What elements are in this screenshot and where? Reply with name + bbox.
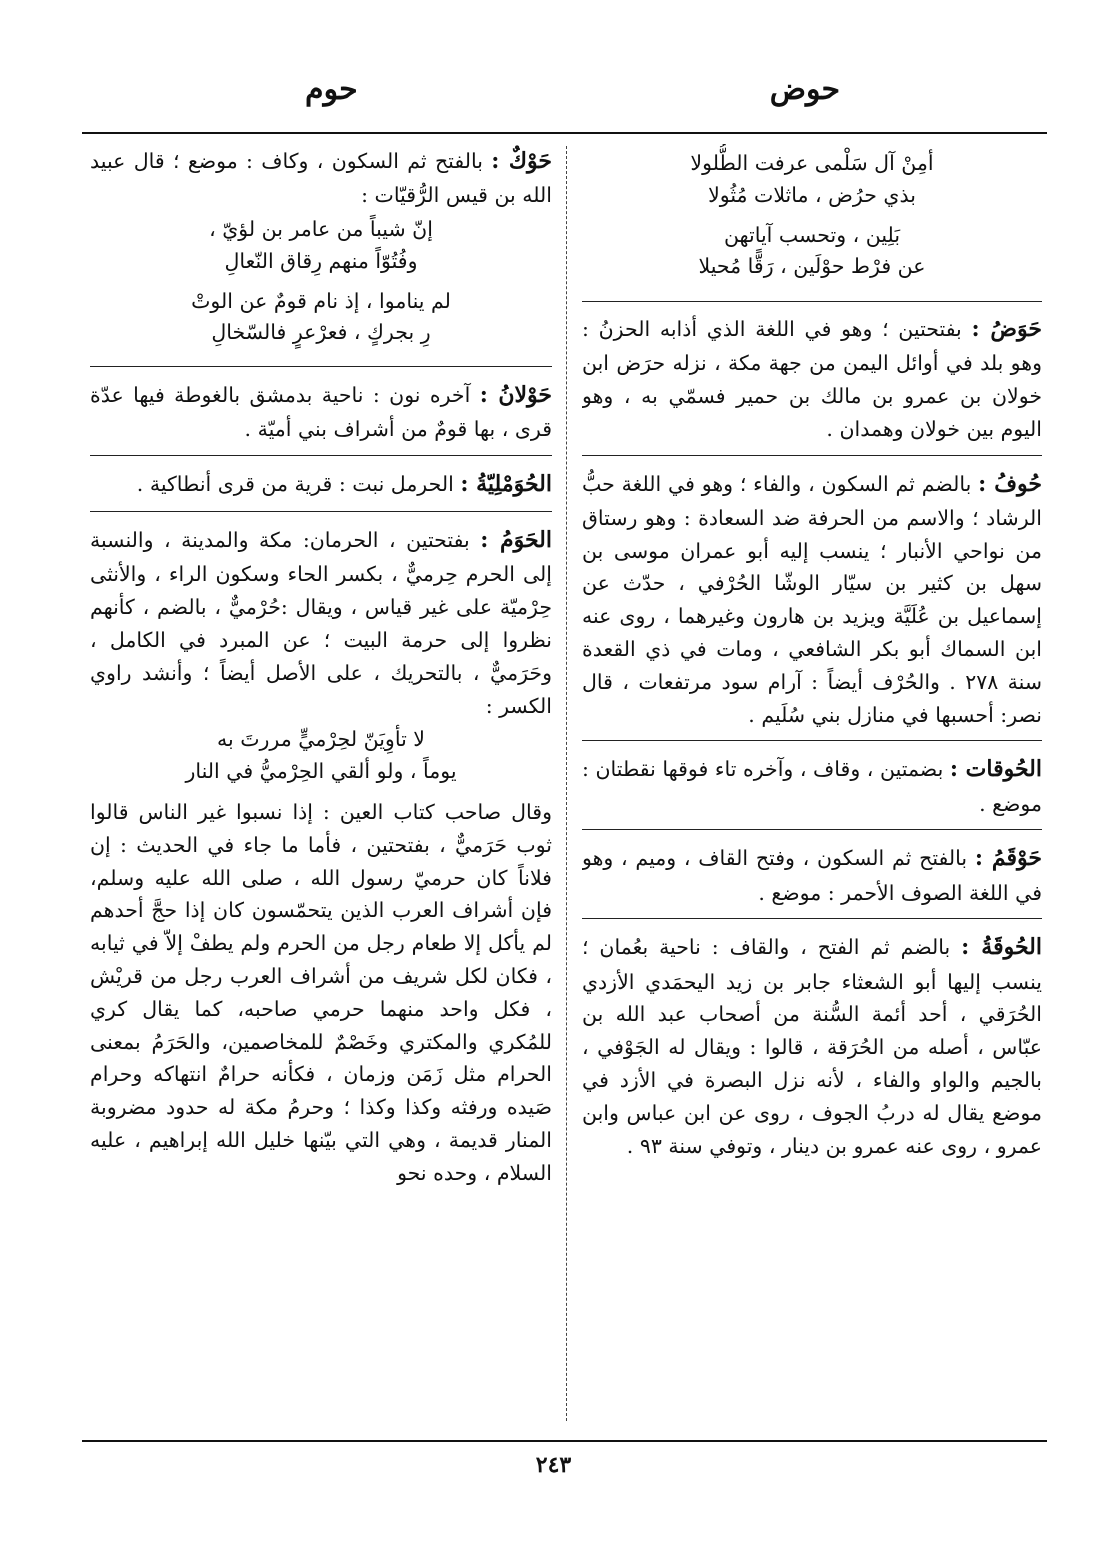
- entry-text: بالفتح ثم السكون ، وكاف : موضع ؛ قال عبيد الله بن قيس الرُّقيّات :: [90, 149, 552, 208]
- verse-line: بذي حرُض ، ماثلات مُثُولا: [708, 182, 916, 207]
- entry-text: بالفتح ثم السكون ، وفتح القاف ، وميم ، وهو في اللغة الصوف الأحمر : موضع .: [582, 846, 1042, 905]
- verse-block: [90, 286, 552, 350]
- column-divider: [566, 146, 567, 1421]
- verse-line: رِ بجركٍ ، فعرْعرٍ فالسّخالِ: [211, 320, 431, 345]
- entry-headword: حُوفُ :: [978, 470, 1042, 497]
- entry-text: الحرمل نبت : قرية من قرى أنطاكية .: [136, 472, 454, 497]
- verse-line: بَلِين ، وتحسب آياتهن: [723, 222, 901, 247]
- entry-headword: حَوْلانُ :: [479, 382, 552, 409]
- entry-text: بفتحتين ؛ وهو في اللغة الذي أذابه الحزنُ : وهو بلد في أوائل اليمن من جهة مكة ، نزله حرَض ابن خولان بن عمرو بن مالك بن حمير فسمّي به ، وهو اليوم بين خولان وهمدان .: [582, 317, 1042, 441]
- verse-line: إنّ شيباً من عامر بن لؤيّ ،: [209, 216, 433, 241]
- entry-headword: الحُوقات :: [949, 756, 1042, 783]
- entry-text: آخره نون : ناحية بدمشق بالغوطة فيها عدّة قرى ، بها قومٌ من أشراف بني أميّة .: [90, 383, 552, 442]
- verse-line: عن فرْط حوْلَين ، رَقًّا مُحيلا: [698, 254, 926, 279]
- entry-huqat: [582, 752, 1042, 830]
- entry-hawam: [90, 523, 552, 1198]
- verse-block: [582, 148, 1042, 302]
- verse-block: [90, 724, 552, 788]
- page-header: [90, 72, 1040, 122]
- entry-headword: الحُوقَةُ :: [961, 934, 1042, 961]
- left-column: [90, 144, 552, 1434]
- verse-line: أمِنْ آل سَلْمى عرفت الطُّلولا: [690, 151, 934, 175]
- entry-text: بالضم ثم السكون ، والفاء ؛ وهو في اللغة حبُّ الرشاد ؛ والاسم من الحرفة ضد السعادة : وهو رستاق من نواحي الأنبار ؛ ينسب إليه أبو عمران موسى بن سهل بن كثير بن سيّار الوشّا الحُرْفي ، حدّث عن إسماعيل بن عُلَيَّة ويزيد بن هارون وغيرهما ، روى عنه ابن السماك أبو بكر الشافعي ، ومات في ذي القعدة سنة ٢٧٨ . والحُرْف أيضاً : آرام سود مرتفعات ، قال نصر: أحسبها في منازل بني سُلَيم .: [582, 471, 1042, 727]
- entry-hawlan: [90, 378, 552, 456]
- verse-line: لم يناموا ، إذ نام قومٌ عن الوتْ: [191, 288, 451, 313]
- entry-huf: [582, 467, 1042, 742]
- verse-line: وفُتُوّاً منهم رِقاق النّعالِ: [224, 248, 418, 273]
- entry-headword: حَوْكٌ :: [491, 148, 552, 174]
- entry-headword: حَوْقَمُ :: [974, 845, 1042, 872]
- entry-headword: الحُوَمْلِيّةُ :: [460, 471, 552, 498]
- header-rule: [82, 132, 1047, 134]
- entry-hawk: [90, 144, 552, 367]
- entry-headword: الحَوَمُ :: [480, 527, 552, 554]
- verse-line: لا تأوِيَنّ لحِرْميٍّ مررتَ به: [217, 727, 425, 752]
- entry-headword: حَوَضُ :: [971, 316, 1042, 343]
- right-column: [582, 144, 1042, 1434]
- entry-huqa: [582, 930, 1042, 1171]
- entry-hawqam: [582, 841, 1042, 919]
- entry-hawmaliyya: [90, 467, 552, 512]
- running-head-left: حوم: [305, 72, 358, 107]
- verse-line: يوماً ، ولو ألقي الحِرْميُّ في النار: [185, 759, 457, 784]
- verse-block: [90, 214, 552, 278]
- entry-text: بفتحتين ، الحرمان: مكة والمدينة ، والنسبة إلى الحرم حِرميٌّ ، بكسر الحاء وسكون الراء ، والأنثى حِرْميّة على غير قياس ، ويقال :حُرْميٌّ ، بالضم ، كأنهم نظروا إلى حرمة البيت ؛ عن المبرد في الكامل ، وحَرَميٌّ ، بالتحريك ، على الأصل أيضاً ؛ وأنشد راوي الكسر :: [90, 528, 552, 718]
- entry-hawad: [582, 312, 1042, 456]
- entry-continuation: وقال صاحب كتاب العين : إذا نسبوا غير الناس قالوا ثوب حَرَميٌّ ، بفتحتين ، فأما ما جاء في الحديث : إن فلاناً كان حرميّ رسول الله ، صلى الله عليه وسلم، فإن أشراف العرب الذين يتحمّسون كان إذا حجَّ أحدهم لم يأكل إلا طعام رجل من الحرم ولم يطفْ إلاّ في ثيابه ، فكان لكل شريف من أشراف العرب رجل من قريْش ، فكل واحد منهما حرمي صاحبه، كما يقال كري للمُكري والمكتري وخَصْمٌ للمخاصمين، والحَرَمُ بمعنى الحرام مثل زَمَن وزمان ، فكأنه حرامٌ انتهاكه وحرام صَيده ورفثه وكذا وكذا ؛ وحرمُ مكة له حدود مضروبة المنار قديمة ، وهي التي بيّنها خليل الله إبراهيم ، عليه السلام ، وحده نحو: [90, 799, 552, 1185]
- page-number: ٢٤٣: [535, 1452, 572, 1478]
- footer-rule: [82, 1440, 1047, 1442]
- running-head-right: حوض: [769, 72, 840, 107]
- entry-text: بالضم ثم الفتح ، والقاف : ناحية بعُمان ؛ ينسب إليها أبو الشعثاء جابر بن زيد اليحمَدي الأزدي الحُرَقي ، أحد أئمة السُّنة من أصحاب عبد الله بن عبّاس ، أصله من الحُرَقة ، قالوا : ويقال له الجَوْفي ، بالجيم والواو والفاء ، لأنه نزل البصرة في الأزد في موضع يقال له دربُ الجوف ، روى عن ابن عباس وابن عمرو ، روى عنه عمرو بن دينار ، وتوفي سنة ٩٣ .: [582, 935, 1042, 1158]
- entry-text: بضمتين ، وقاف ، وآخره تاء فوقها نقطتان : موضع .: [582, 757, 1042, 816]
